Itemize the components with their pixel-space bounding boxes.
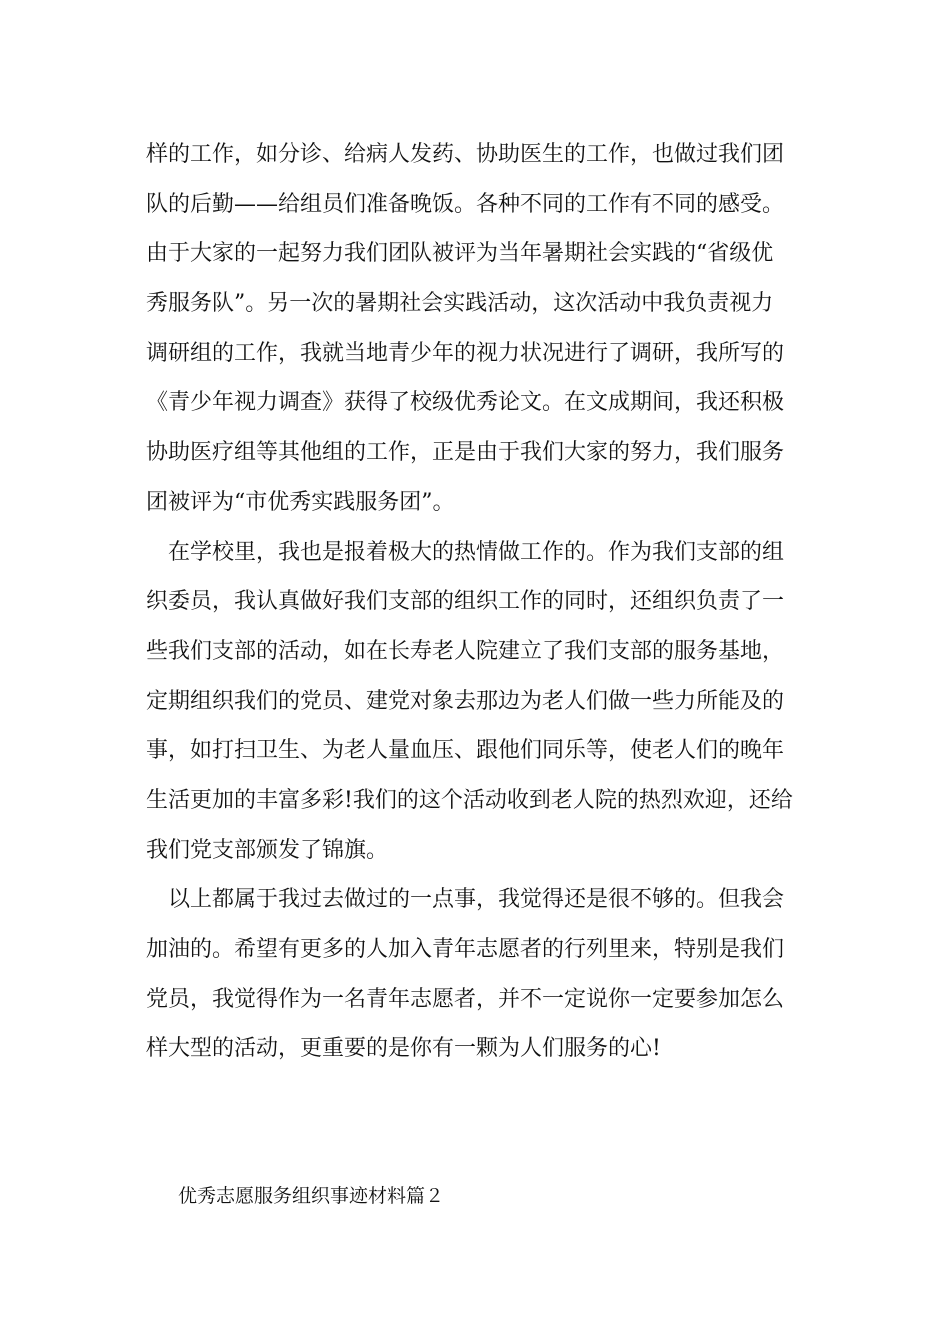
text-line: 生活更加的丰富多彩!我们的这个活动收到老人院的热烈欢迎，还给 — [146, 787, 793, 813]
text-line: 加油的。希望有更多的人加入青年志愿者的行列里来，特别是我们 — [146, 937, 785, 962]
text-line: 样的工作，如分诊、给病人发药、协助医生的工作，也做过我们团 — [146, 142, 785, 167]
text-line: 由于大家的一起努力我们团队被评为当年暑期社会实践的“省级优 — [146, 241, 774, 267]
text-line: 以上都属于我过去做过的一点事，我觉得还是很不够的。但我会 — [146, 887, 785, 913]
text-line: 事，如打扫卫生、为老人量血压、跟他们同乐等，使老人们的晚年 — [146, 738, 785, 764]
text-line: 我们党支部颁发了锦旗。 — [146, 837, 389, 863]
text-line: 《青少年视力调查》获得了校级优秀论文。在文成期间，我还积极 — [146, 390, 785, 416]
text-line: 队的后勤——给组员们准备晚饭。各种不同的工作有不同的感受。 — [146, 191, 785, 217]
paragraph-school-work — [146, 528, 810, 876]
text-line: 织委员，我认真做好我们支部的组织工作的同时，还组织负责了一 — [146, 589, 785, 615]
text-line: 样大型的活动，更重要的是你有一颗为人们服务的心! — [146, 1036, 661, 1062]
text-line: 些我们支部的活动，如在长寿老人院建立了我们支部的服务基地， — [146, 638, 785, 664]
text-line: 调研组的工作，我就当地青少年的视力状况进行了调研，我所写的 — [146, 340, 785, 366]
document-body — [146, 130, 810, 1074]
paragraph-volunteer-work — [146, 130, 810, 528]
text-line: 团被评为“市优秀实践服务团”。 — [146, 489, 455, 515]
text-line: 在学校里，我也是报着极大的热情做工作的。作为我们支部的组 — [146, 539, 785, 565]
text-line: 协助医疗组等其他组的工作，正是由于我们大家的努力，我们服务 — [146, 440, 785, 466]
text-line: 秀服务队”。另一次的暑期社会实践活动，这次活动中我负责视力 — [146, 291, 774, 317]
text-line: 党员，我觉得作为一名青年志愿者，并不一定说你一定要参加怎么 — [146, 986, 785, 1012]
section-heading: 优秀志愿服务组织事迹材料篇２ — [178, 1185, 445, 1207]
paragraph-conclusion — [146, 875, 810, 1074]
text-line: 定期组织我们的党员、建党对象去那边为老人们做一些力所能及的 — [146, 688, 785, 714]
